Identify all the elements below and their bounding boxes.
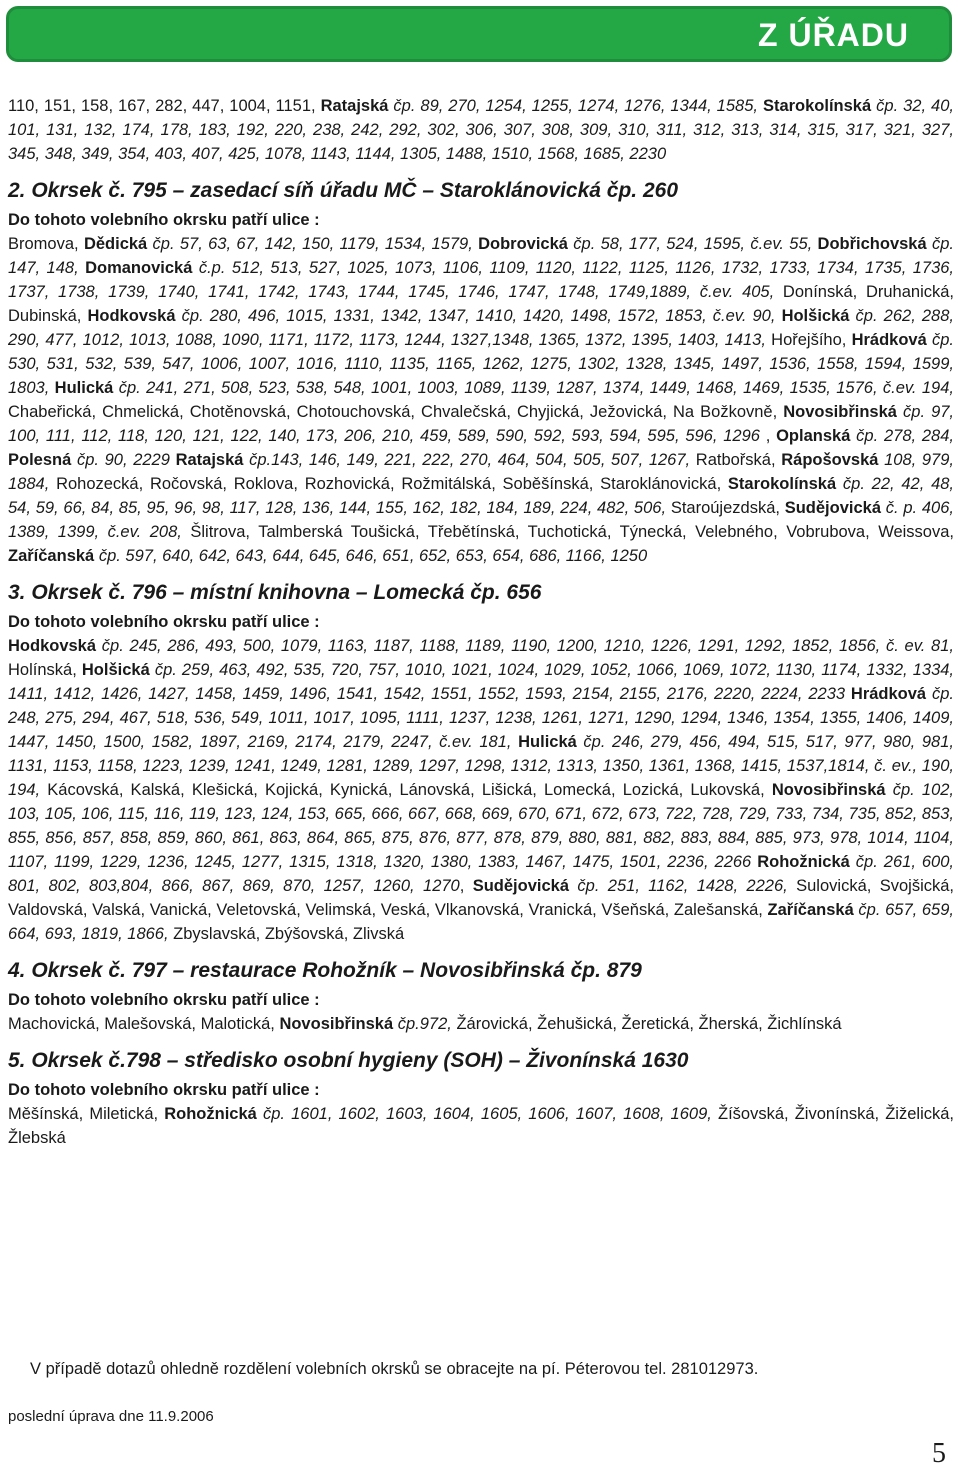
- street-name: Hrádková: [850, 685, 927, 703]
- section2-intro: Do tohoto volebního okrsku patří ulice :: [8, 211, 320, 229]
- page-number: 5: [932, 1438, 946, 1469]
- house-numbers: čp. 280, 496, 1015, 1331, 1342, 1347, 1410, 1420, 1498, 1572, 1853, č.ev. 90,: [175, 307, 782, 325]
- street-name: Zaříčanská: [767, 901, 854, 919]
- house-numbers: čp. 97, 100, 111, 112, 118, 120, 121, 122, 140, 173, 206, 210, 459, 589, 590, 592, 593, 594, 595, 596, 1296: [8, 403, 955, 445]
- street-name: Dědická: [83, 235, 148, 253]
- house-numbers: čp. 278, 284,: [850, 427, 954, 445]
- text-run: Zbyslavská, Zbýšovská, Zlivská: [173, 925, 405, 943]
- street-name: Polesná: [8, 451, 72, 469]
- house-numbers: čp. 259, 463, 492, 535, 720, 757, 1010, 1021, 1024, 1029, 1052, 1066, 1069, 1072, 1130, 1174, 1332, 1334, 1411, 1412, 1426, 1427, 1458, 1459, 1496, 1541, 1542, 1551, 1552, 1593, 2154, 2155, 2176, 2220, 2224, 2233: [8, 661, 955, 703]
- section3-intro: Do tohoto volebního okrsku patří ulice :: [8, 613, 320, 631]
- house-numbers: č.p. 512, 513, 527, 1025, 1073, 1106, 1109, 1120, 1122, 1125, 1126, 1732, 1733, 1734, 1735, 1736, 1737, 1738, 1739, 1740, 1741, 1742, 1743, 1744, 1745, 1746, 1747, 1748, 1749,1889, č.ev. 405,: [8, 259, 955, 301]
- house-numbers: čp. 147, 148,: [8, 235, 954, 277]
- house-numbers: čp. 251, 1162, 1428, 2226,: [569, 877, 797, 895]
- text-run: Hořejšího,: [771, 331, 852, 349]
- street-name: Hulická: [54, 379, 114, 397]
- house-numbers: čp. 58, 177, 524, 1595, č.ev. 55,: [567, 235, 818, 253]
- street-name: Dobřichovská: [817, 235, 927, 253]
- street-name: Sudějovická: [472, 877, 569, 895]
- section4-streets: [8, 1012, 954, 1036]
- text-run: Sulovická, Svojšická, Valdovská, Valská, Vanická, Veletovská, Velimská, Veská, Vlkanovská, Vranická, Všeňská, Zalešanská,: [8, 877, 954, 919]
- house-numbers: čp. 102, 103, 105, 106, 115, 116, 119, 123, 124, 153, 665, 666, 667, 668, 669, 670, 671, 672, 673, 722, 728, 729, 733, 734, 735, 852, 853, 855, 856, 857, 858, 859, 860, 861, 863, 864, 865, 875, 876, 877, 878, 879, 880, 881, 882, 883, 884, 885, 973, 978, 1014, 1104, 1107, 1199, 1229, 1236, 1245, 1277, 1315, 1318, 1320, 1380, 1383, 1467, 1475, 1501, 2236, 2266: [8, 781, 955, 871]
- street-name: Ratajská: [320, 97, 389, 115]
- house-numbers: čp. 90, 2229: [71, 451, 176, 469]
- street-name: Hrádková: [851, 331, 927, 349]
- house-numbers: čp. 261, 600, 801, 802, 803,804, 866, 867, 869, 870, 1257, 1260, 1270: [8, 853, 954, 895]
- street-name: Holšická: [781, 307, 850, 325]
- section5-streets: [8, 1102, 954, 1150]
- house-numbers: 108, 979, 1884,: [8, 451, 954, 493]
- text-run: Kácovská, Kalská, Klešická, Kojická, Kynická, Lánovská, Lišická, Lomecká, Lozická, Lukovská,: [47, 781, 772, 799]
- house-numbers: čp. 248, 275, 294, 467, 518, 536, 549, 1011, 1017, 1095, 1111, 1237, 1238, 1261, 1271, 1290, 1294, 1346, 1354, 1355, 1406, 1409, 1447, 1450, 1500, 1582, 1897, 2169, 2174, 2179, 2247, č.ev. 181,: [8, 685, 954, 751]
- house-numbers: čp. 657, 659, 664, 693, 1819, 1866,: [8, 901, 954, 943]
- section5-heading: 5. Okrsek č.798 – středisko osobní hygieny (SOH) – Živonínská 1630: [8, 1049, 689, 1072]
- section3-streets: [8, 634, 954, 946]
- last-update-footer: poslední úprava dne 11.9.2006: [8, 1408, 214, 1425]
- house-numbers: čp. 241, 271, 508, 523, 538, 548, 1001, 1003, 1089, 1139, 1287, 1374, 1449, 1468, 1469, 1535, 1576, č.ev. 194,: [113, 379, 954, 397]
- section5-intro: Do tohoto volebního okrsku patří ulice :: [8, 1081, 320, 1099]
- street-name: Rohožnická: [164, 1105, 257, 1123]
- street-name: Novosibřinská: [771, 781, 886, 799]
- street-name: Starokolínská: [727, 475, 837, 493]
- section2-streets: [8, 232, 954, 568]
- text-run: Žíšovská, Živonínská, Žiželická, Žlebská: [8, 1105, 954, 1147]
- section3-heading: 3. Okrsek č. 796 – místní knihovna – Lomecká čp. 656: [8, 581, 542, 604]
- street-name: Zaříčanská: [8, 547, 95, 565]
- house-numbers: čp. 1601, 1602, 1603, 1604, 1605, 1606, 1607, 1608, 1609,: [256, 1105, 718, 1123]
- street-name: Hodkovská: [87, 307, 176, 325]
- house-numbers: čp. 89, 270, 1254, 1255, 1274, 1276, 1344, 1585,: [393, 97, 758, 115]
- street-name: Novosibřinská: [279, 1015, 394, 1033]
- text-run: Machovická, Malešovská, Malotická,: [8, 1015, 280, 1033]
- text-run: Žárovická, Žehušická, Žeretická, Žherská, Žichlínská: [456, 1015, 842, 1033]
- street-name: Rápošovská: [781, 451, 879, 469]
- house-numbers: čp.972,: [393, 1015, 457, 1033]
- text-run: Měšínská, Miletická,: [8, 1105, 165, 1123]
- street-name: Holšická: [81, 661, 150, 679]
- page-header-banner: [6, 6, 952, 62]
- text-run: ,: [459, 877, 473, 895]
- house-numbers: čp. 262, 288, 290, 477, 1012, 1013, 1088, 1090, 1171, 1172, 1173, 1244, 1327,1348, 1365, 1372, 1395, 1403, 1413,: [8, 307, 954, 349]
- text-run: Chabeřická, Chmelická, Chotěnovská, Chotouchovská, Chvalečská, Chyjická, Ježovická, Na Božkovně,: [8, 403, 784, 421]
- street-name: Hulická: [518, 733, 577, 751]
- text-run: 110, 151, 158, 167, 282, 447, 1004, 1151,: [8, 97, 316, 115]
- contact-note: V případě dotazů ohledně rozdělení volebních okrsků se obracejte na pí. Péterovou tel. 281012973.: [30, 1360, 759, 1378]
- street-name: Sudějovická: [784, 499, 882, 517]
- text-run: Bromova,: [8, 235, 84, 253]
- street-name: Ratajská: [175, 451, 244, 469]
- text-run: Šlitrova, Talmberská Toušická, Třebětínská, Tuchotická, Týnecká, Velebného, Vobrubova, Weissova,: [190, 523, 954, 541]
- street-name: Starokolínská: [762, 97, 872, 115]
- street-name: Domanovická: [85, 259, 193, 277]
- section1-continuation: [8, 94, 954, 166]
- house-numbers: čp. 32, 40, 101, 131, 132, 174, 178, 183, 192, 220, 238, 242, 292, 302, 306, 307, 308, 309, 310, 311, 312, 313, 314, 315, 317, 321, 327, 345, 348, 349, 354, 403, 407, 425, 1078, 1143, 1144, 1305, 1488, 1510, 1568, 1685, 2230: [8, 97, 954, 163]
- house-numbers: č. p. 406, 1389, 1399, č.ev. 208,: [8, 499, 954, 541]
- section2-heading: 2. Okrsek č. 795 – zasedací síň úřadu MČ – Staroklánovická čp. 260: [8, 179, 679, 202]
- street-name: Dobrovická: [478, 235, 568, 253]
- page-header-title: Z ÚŘADU: [758, 17, 909, 53]
- house-numbers: čp. 57, 63, 67, 142, 150, 1179, 1534, 1579,: [147, 235, 479, 253]
- document-body: [8, 94, 954, 1150]
- house-numbers: čp. 597, 640, 642, 643, 644, 645, 646, 651, 652, 653, 654, 686, 1166, 1250: [94, 547, 648, 565]
- text-run: Holínská,: [8, 661, 82, 679]
- text-run: Donínská, Druhanická, Dubinská,: [8, 283, 954, 325]
- street-name: Hodkovská: [8, 637, 97, 655]
- house-numbers: čp. 246, 279, 456, 494, 515, 517, 977, 980, 981, 1131, 1153, 1158, 1223, 1239, 1241, 1249, 1281, 1289, 1297, 1298, 1312, 1313, 1350, 1361, 1368, 1415, 1537,1814, č. ev., 190, 194,: [8, 733, 954, 799]
- street-name: Oplanská: [776, 427, 851, 445]
- house-numbers: čp. 22, 42, 48, 54, 59, 66, 84, 85, 95, 96, 98, 117, 128, 136, 144, 155, 162, 182, 184, 189, 224, 482, 506,: [8, 475, 955, 517]
- house-numbers: čp.143, 146, 149, 221, 222, 270, 464, 504, 505, 507, 1267,: [243, 451, 696, 469]
- text-run: Ratbořská,: [695, 451, 782, 469]
- house-numbers: čp. 245, 286, 493, 500, 1079, 1163, 1187, 1188, 1189, 1190, 1200, 1210, 1226, 1291, 1292, 1852, 1856, č. ev. 81,: [96, 637, 954, 655]
- street-name: Rohožnická: [757, 853, 850, 871]
- text-run: Staroújezdská,: [670, 499, 785, 517]
- text-run: Rohozecká, Ročovská, Roklova, Rozhovická, Rožmitálská, Soběšínská, Staroklánovická,: [56, 475, 728, 493]
- text-run: ,: [765, 427, 777, 445]
- section4-heading: 4. Okrsek č. 797 – restaurace Rohožník – Novosibřinská čp. 879: [8, 959, 642, 982]
- section4-intro: Do tohoto volebního okrsku patří ulice :: [8, 991, 320, 1009]
- house-numbers: čp. 530, 531, 532, 539, 547, 1006, 1007, 1016, 1110, 1135, 1165, 1262, 1275, 1302, 1328, 1345, 1497, 1536, 1558, 1594, 1599, 1803,: [8, 331, 954, 397]
- street-name: Novosibřinská: [783, 403, 897, 421]
